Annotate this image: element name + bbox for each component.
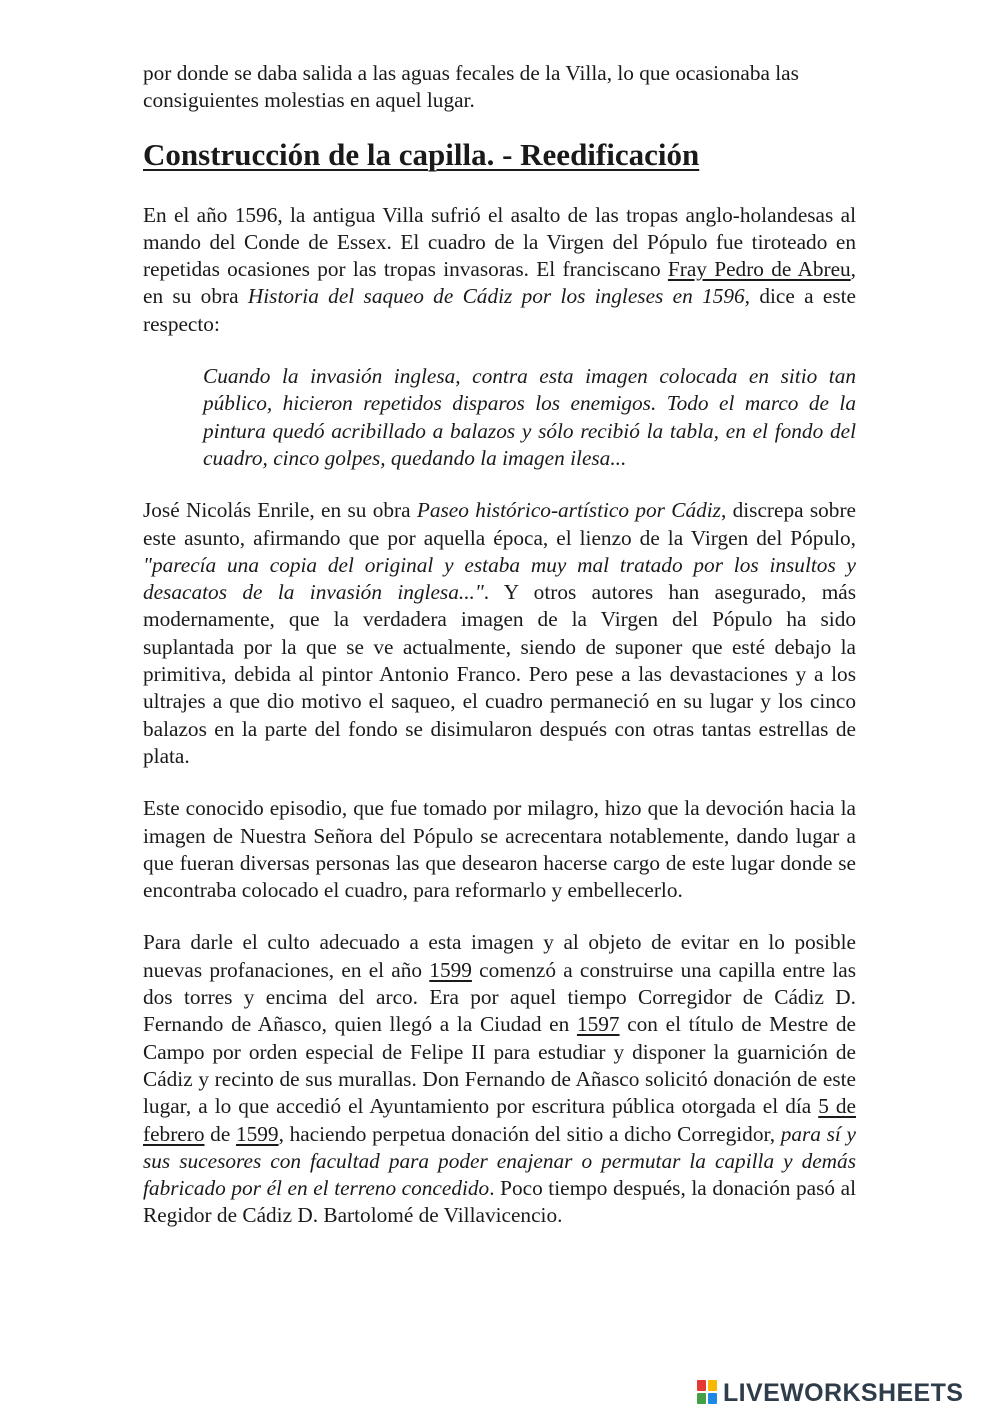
paragraph-text: . Poco tiempo después, la donación pasó al Regidor de Cádiz D. Bartolomé de Villavicencio. — [143, 1176, 856, 1228]
paragraph-text: , discrepa sobre este asunto, afirmando que por aquella época, el lienzo de la Virgen del Pópulo, — [143, 498, 856, 550]
logo-tile-yellow — [708, 1380, 717, 1391]
paragraph-text: , dice a este respecto: — [143, 284, 856, 336]
paragraph-text: , haciendo perpetua donación del sitio a dicho Corregidor, — [278, 1121, 781, 1146]
paragraph-text: comenzó a construirse una capilla entre las dos torres y encima del arco. Era por aquel tiempo Corregidor de Cádiz D. Fernando de Añasco, quien llegó a la Ciudad en — [143, 957, 857, 1037]
paragraph-text: , en su obra — [143, 257, 856, 309]
paragraph-text: Para darle el culto adecuado a esta imagen y al objeto de evitar en lo posible nuevas profanaciones, en el año — [143, 930, 856, 982]
paragraph-text: de — [204, 1121, 236, 1146]
paragraph-enrile — [143, 497, 856, 770]
book-title: Historia del saqueo de Cádiz por los ingleses en 1596 — [247, 284, 745, 309]
block-quote: Cuando la invasión inglesa, contra esta imagen colocada en sitio tan público, hicieron repetidos disparos los enemigos. Todo el marco de la pintura quedó acribillado a balazos y sólo recibió la tabla, en el fondo del cuadro, cinco golpes, quedando la imagen ilesa... — [203, 364, 856, 470]
inline-citation: "parecía una copia del original y estaba muy mal tratado por los insultos y desacatos de la invasión inglesa..." — [143, 552, 856, 605]
paragraph-assault — [143, 202, 856, 338]
liveworksheets-brand[interactable] — [697, 1378, 963, 1408]
paragraph-text: En el año 1596, la antigua Villa sufrió el asalto de las tropas anglo-holandesas al mando del Conde de Essex. El cuadro de la Virgen del Pópulo fue tiroteado en repetidas ocasiones por las tropas invasoras. El franciscano — [143, 202, 856, 282]
paragraph-text: José Nicolás Enrile, en su obra — [143, 498, 417, 523]
logo-tile-green — [697, 1393, 706, 1404]
paragraph-text: con el título de Mestre de Campo por orden especial de Felipe II para estudiar y disponer la guarnición de Cádiz y recinto de sus murallas. Don Fernando de Añasco solicitó donación de este lugar, a lo que accedió el Ayuntamiento por escritura pública otorgada el día — [143, 1012, 856, 1119]
paragraph-chapel — [143, 929, 856, 1229]
section-heading: Construcción de la capilla. - Reedificación — [143, 136, 700, 172]
year-1597-link[interactable]: 1597 — [576, 1012, 620, 1037]
year-1599-link[interactable]: 1599 — [429, 957, 472, 982]
logo-tile-red — [697, 1380, 706, 1391]
paragraph-miracle: Este conocido episodio, que fue tomado por milagro, hizo que la devoción hacia la imagen de Nuestra Señora del Pópulo se acrecentara notablemente, dando lugar a que fueran diversas personas las que desearon hacerse cargo de este lugar donde se encontraba colocado el cuadro, para reformarlo y embellecerlo. — [143, 796, 856, 903]
brand-name: LIVEWORKSHEETS — [723, 1378, 964, 1407]
inline-citation: para sí y sus sucesores con facultad para poder enajenar o permutar la capilla y demás fabricado por él en el terreno concedido — [143, 1121, 856, 1201]
book-title: Paseo histórico-artístico por Cádiz — [416, 498, 721, 523]
year-1599-link-2[interactable]: 1599 — [235, 1121, 279, 1146]
intro-paragraph: por donde se daba salida a las aguas fecales de la Villa, lo que ocasionaba las consiguientes molestias en aquel lugar. — [143, 61, 799, 113]
document-page — [143, 60, 856, 1230]
paragraph-text: . Y otros autores han asegurado, más modernamente, que la verdadera imagen de la Virgen del Pópulo ha sido suplantada por la que se ve actualmente, siendo de suponer que esté debajo la primitiva, debida al pintor Antonio Franco. Pero pese a las devastaciones y a los ultrajes a que dio motivo el saqueo, el cuadro permaneció en su lugar y los cinco balazos en la parte del fondo se disimularon después con otras tantas estrellas de plata. — [143, 580, 857, 768]
logo-tile-blue — [708, 1393, 717, 1404]
fray-pedro-link[interactable]: Fray Pedro de Abreu — [667, 257, 851, 282]
date-5-febrero-link[interactable]: 5 de febrero — [143, 1094, 857, 1146]
liveworksheets-logo-icon — [697, 1380, 719, 1406]
